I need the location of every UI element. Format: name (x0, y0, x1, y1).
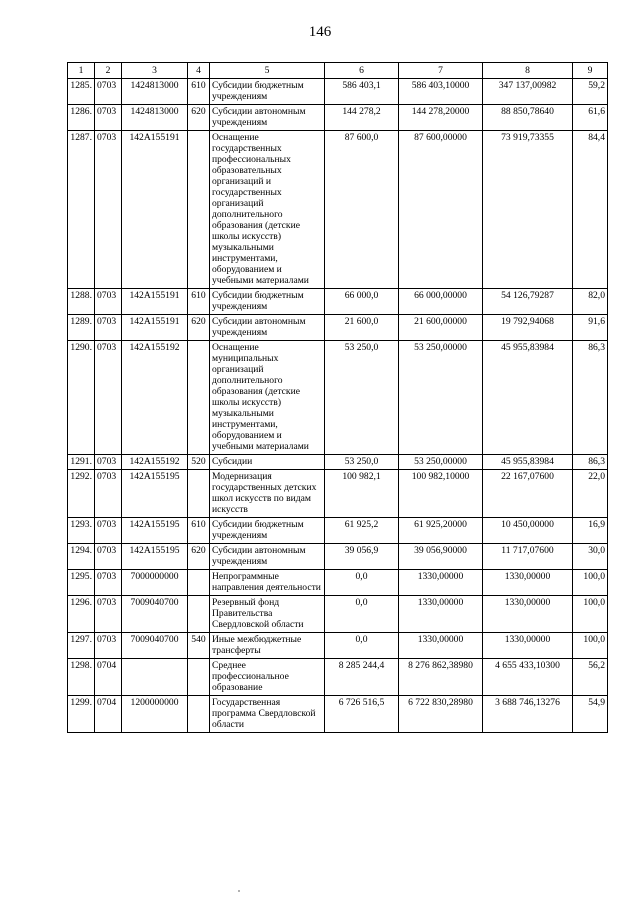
execution-percent: 100,0 (573, 596, 608, 633)
execution-percent: 59,2 (573, 79, 608, 105)
approved-amount: 87 600,0 (325, 131, 399, 289)
table-row (68, 289, 608, 315)
table-header-row (68, 63, 608, 79)
target-article-code: 142A155192 (122, 341, 188, 455)
approved-amount: 586 403,1 (325, 79, 399, 105)
table-row (68, 341, 608, 455)
refined-amount: 66 000,00000 (399, 289, 483, 315)
table-row (68, 315, 608, 341)
row-number: 1296. (68, 596, 95, 633)
target-article-code: 142A155191 (122, 289, 188, 315)
expense-type-code: 620 (188, 315, 210, 341)
table-row (68, 518, 608, 544)
target-article-code: 142A155195 (122, 544, 188, 570)
column-header: 3 (122, 63, 188, 79)
table-row (68, 633, 608, 659)
approved-amount: 39 056,9 (325, 544, 399, 570)
item-name: Иные межбюджетные трансферты (210, 633, 325, 659)
section-code: 0703 (95, 470, 122, 518)
expense-type-code (188, 570, 210, 596)
item-name: Государственная программа Свердловской области (210, 696, 325, 733)
executed-amount: 1330,00000 (483, 570, 573, 596)
expense-type-code: 620 (188, 105, 210, 131)
expense-type-code (188, 131, 210, 289)
section-code: 0703 (95, 131, 122, 289)
row-number: 1290. (68, 341, 95, 455)
execution-percent: 54,9 (573, 696, 608, 733)
expense-type-code (188, 341, 210, 455)
approved-amount: 66 000,0 (325, 289, 399, 315)
target-article-code: 142A155191 (122, 315, 188, 341)
expense-type-code: 520 (188, 455, 210, 470)
column-header: 7 (399, 63, 483, 79)
row-number: 1286. (68, 105, 95, 131)
item-name: Непрограммные направления деятельности (210, 570, 325, 596)
executed-amount: 45 955,83984 (483, 341, 573, 455)
section-code: 0703 (95, 105, 122, 131)
execution-percent: 82,0 (573, 289, 608, 315)
approved-amount: 144 278,2 (325, 105, 399, 131)
approved-amount: 6 726 516,5 (325, 696, 399, 733)
executed-amount: 3 688 746,13276 (483, 696, 573, 733)
section-code: 0704 (95, 659, 122, 696)
refined-amount: 1330,00000 (399, 596, 483, 633)
section-code: 0703 (95, 315, 122, 341)
execution-percent: 56,2 (573, 659, 608, 696)
refined-amount: 53 250,00000 (399, 341, 483, 455)
executed-amount: 1330,00000 (483, 596, 573, 633)
refined-amount: 100 982,10000 (399, 470, 483, 518)
execution-percent: 84,4 (573, 131, 608, 289)
approved-amount: 8 285 244,4 (325, 659, 399, 696)
execution-percent: 86,3 (573, 455, 608, 470)
refined-amount: 39 056,90000 (399, 544, 483, 570)
execution-percent: 16,9 (573, 518, 608, 544)
expense-type-code: 540 (188, 633, 210, 659)
expense-type-code (188, 696, 210, 733)
section-code: 0703 (95, 544, 122, 570)
executed-amount: 10 450,00000 (483, 518, 573, 544)
row-number: 1298. (68, 659, 95, 696)
item-name: Оснащение муниципальных организаций дополнительного образования (детские школы искусств) музыкальными инструментами, оборудованием и учебными материалами (210, 341, 325, 455)
approved-amount: 21 600,0 (325, 315, 399, 341)
column-header: 9 (573, 63, 608, 79)
executed-amount: 347 137,00982 (483, 79, 573, 105)
section-code: 0703 (95, 633, 122, 659)
section-code: 0703 (95, 341, 122, 455)
item-name: Оснащение государственных профессиональных образовательных организаций и государственных организаций дополнительного образования (детские школы искусств) музыкальными инструментами, оборудованием и учебными материалами (210, 131, 325, 289)
row-number: 1293. (68, 518, 95, 544)
row-number: 1288. (68, 289, 95, 315)
section-code: 0703 (95, 79, 122, 105)
approved-amount: 61 925,2 (325, 518, 399, 544)
expense-type-code (188, 659, 210, 696)
executed-amount: 4 655 433,10300 (483, 659, 573, 696)
execution-percent: 30,0 (573, 544, 608, 570)
execution-percent: 100,0 (573, 633, 608, 659)
column-header: 2 (95, 63, 122, 79)
refined-amount: 61 925,20000 (399, 518, 483, 544)
section-code: 0703 (95, 289, 122, 315)
approved-amount: 0,0 (325, 633, 399, 659)
executed-amount: 19 792,94068 (483, 315, 573, 341)
target-article-code: 142A155195 (122, 470, 188, 518)
page-number: 146 (308, 24, 332, 40)
executed-amount: 1330,00000 (483, 633, 573, 659)
column-header: 8 (483, 63, 573, 79)
target-article-code: 1424813000 (122, 105, 188, 131)
table-row (68, 596, 608, 633)
expense-type-code: 620 (188, 544, 210, 570)
target-article-code: 7000000000 (122, 570, 188, 596)
item-name: Субсидии автономным учреждениям (210, 315, 325, 341)
execution-percent: 22,0 (573, 470, 608, 518)
section-code: 0703 (95, 518, 122, 544)
refined-amount: 1330,00000 (399, 570, 483, 596)
executed-amount: 73 919,73355 (483, 131, 573, 289)
row-number: 1299. (68, 696, 95, 733)
scan-mark (238, 890, 240, 892)
executed-amount: 22 167,07600 (483, 470, 573, 518)
row-number: 1285. (68, 79, 95, 105)
expense-type-code (188, 596, 210, 633)
item-name: Среднее профессиональное образование (210, 659, 325, 696)
execution-percent: 91,6 (573, 315, 608, 341)
table-row (68, 455, 608, 470)
approved-amount: 0,0 (325, 570, 399, 596)
item-name: Субсидии бюджетным учреждениям (210, 518, 325, 544)
refined-amount: 144 278,20000 (399, 105, 483, 131)
executed-amount: 11 717,07600 (483, 544, 573, 570)
row-number: 1287. (68, 131, 95, 289)
table-row (68, 79, 608, 105)
target-article-code: 142A155192 (122, 455, 188, 470)
target-article-code: 142A155191 (122, 131, 188, 289)
refined-amount: 87 600,00000 (399, 131, 483, 289)
expense-type-code: 610 (188, 79, 210, 105)
table-row (68, 131, 608, 289)
table-row (68, 570, 608, 596)
budget-table (67, 62, 608, 733)
refined-amount: 8 276 862,38980 (399, 659, 483, 696)
target-article-code: 1200000000 (122, 696, 188, 733)
item-name: Субсидии автономным учреждениям (210, 544, 325, 570)
item-name: Субсидии (210, 455, 325, 470)
item-name: Модернизация государственных детских школ искусств по видам искусств (210, 470, 325, 518)
row-number: 1294. (68, 544, 95, 570)
target-article-code (122, 659, 188, 696)
table-row (68, 659, 608, 696)
section-code: 0703 (95, 570, 122, 596)
row-number: 1291. (68, 455, 95, 470)
item-name: Субсидии бюджетным учреждениям (210, 79, 325, 105)
approved-amount: 0,0 (325, 596, 399, 633)
target-article-code: 142A155195 (122, 518, 188, 544)
table-row (68, 105, 608, 131)
execution-percent: 100,0 (573, 570, 608, 596)
table-row (68, 696, 608, 733)
executed-amount: 88 850,78640 (483, 105, 573, 131)
section-code: 0703 (95, 596, 122, 633)
item-name: Субсидии бюджетным учреждениям (210, 289, 325, 315)
target-article-code: 7009040700 (122, 596, 188, 633)
refined-amount: 1330,00000 (399, 633, 483, 659)
column-header: 5 (210, 63, 325, 79)
section-code: 0703 (95, 455, 122, 470)
table-body (68, 79, 608, 733)
row-number: 1292. (68, 470, 95, 518)
row-number: 1289. (68, 315, 95, 341)
refined-amount: 21 600,00000 (399, 315, 483, 341)
item-name: Резервный фонд Правительства Свердловской области (210, 596, 325, 633)
row-number: 1295. (68, 570, 95, 596)
execution-percent: 61,6 (573, 105, 608, 131)
row-number: 1297. (68, 633, 95, 659)
column-header: 4 (188, 63, 210, 79)
section-code: 0704 (95, 696, 122, 733)
expense-type-code (188, 470, 210, 518)
execution-percent: 86,3 (573, 341, 608, 455)
executed-amount: 54 126,79287 (483, 289, 573, 315)
expense-type-code: 610 (188, 289, 210, 315)
refined-amount: 6 722 830,28980 (399, 696, 483, 733)
refined-amount: 53 250,00000 (399, 455, 483, 470)
expense-type-code: 610 (188, 518, 210, 544)
approved-amount: 53 250,0 (325, 341, 399, 455)
column-header: 6 (325, 63, 399, 79)
approved-amount: 53 250,0 (325, 455, 399, 470)
column-header: 1 (68, 63, 95, 79)
refined-amount: 586 403,10000 (399, 79, 483, 105)
approved-amount: 100 982,1 (325, 470, 399, 518)
target-article-code: 1424813000 (122, 79, 188, 105)
table-row (68, 544, 608, 570)
executed-amount: 45 955,83984 (483, 455, 573, 470)
target-article-code: 7009040700 (122, 633, 188, 659)
table-row (68, 470, 608, 518)
item-name: Субсидии автономным учреждениям (210, 105, 325, 131)
